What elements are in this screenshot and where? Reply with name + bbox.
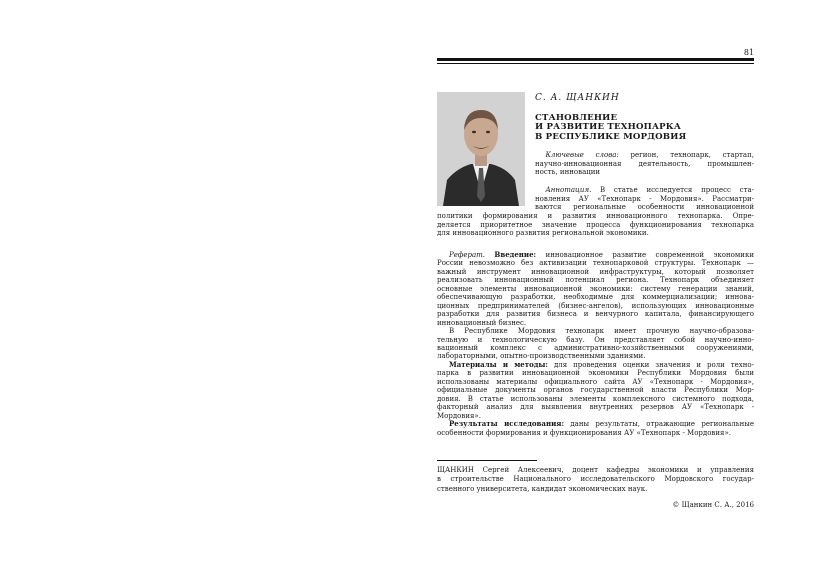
- footnote-line: ственного университета, кандидат экономических наук.: [437, 484, 648, 493]
- annotation-block-continued: [437, 212, 754, 238]
- annotation-line: новления АУ «Технопарк - Мордовия». Рассматри-: [535, 194, 754, 203]
- title-line: СТАНОВЛЕНИЕ: [535, 113, 618, 123]
- body-line: парка в развитии инновационной экономики Республики Мордовия были: [437, 369, 754, 378]
- header-rule-thin: [437, 63, 754, 64]
- footnote-line: в строительстве Национального исследовательского Мордовского государ-: [437, 475, 754, 484]
- keywords-line: ность, инновации: [535, 168, 601, 177]
- body-line: особенности формирования и функционирования АУ «Технопарк - Мордовия».: [437, 428, 731, 437]
- body-line: разработки для развития бизнеса и венчурного капитала, финансирующего: [437, 310, 754, 319]
- header-rule-thick: [437, 58, 754, 61]
- body-line: Результаты исследования: даны результаты, отражающие региональные: [449, 420, 754, 429]
- copyright: © Щанкин С. А., 2016: [672, 501, 754, 509]
- methods-label: Материалы и методы:: [449, 360, 549, 369]
- author-name: С. А. ЩАНКИН: [535, 93, 620, 103]
- keywords-label: Ключевые слова:: [545, 151, 619, 159]
- body-line: официальные документы органов государственной власти Республики Мор-: [437, 386, 754, 395]
- body-line: лабораторными, опытно-производственными зданиями.: [437, 352, 646, 361]
- body-line: Материалы и методы: для проведения оценки значения и роли техно-: [449, 360, 754, 369]
- referat-label: Реферат.: [449, 251, 485, 259]
- annotation-label: Аннотация.: [545, 186, 592, 194]
- body-line: Мордовия».: [437, 411, 481, 420]
- body-line: тельную и технологическую базу. Он представляет собой научно-инно-: [437, 335, 754, 344]
- body-line: России невозможно без активизации технопарковой структуры. Технопарк —: [437, 259, 754, 268]
- results-label: Результаты исследования:: [449, 420, 565, 429]
- intro-label: Введение:: [494, 251, 537, 259]
- article-title: [535, 114, 686, 142]
- keywords-line: научно-инновационная деятельность, промышлен-: [535, 159, 754, 168]
- title-line: В РЕСПУБЛИКЕ МОРДОВИЯ: [535, 131, 687, 142]
- body-line: инновационный бизнес.: [437, 318, 527, 327]
- annotation-block: [535, 186, 754, 212]
- keywords-line: Ключевые слова: регион, технопарк, стартап,: [545, 151, 754, 159]
- body-line: довия. В статье использованы элементы комплексного системного подхода,: [437, 394, 754, 403]
- page-number: 81: [743, 48, 754, 57]
- annotation-line: деляется приоритетное значение процесса функционирования технопарка: [437, 220, 754, 229]
- annotation-line: политики формирования и развития инновационного технопарка. Опре-: [437, 212, 754, 220]
- body-line: факторный анализ для выявления внутренних резервов АУ «Технопарк -: [437, 403, 754, 412]
- annotation-line: для инновационного развития региональной экономики.: [437, 229, 649, 238]
- body-line: Реферат. Введение: инновационное развитие современной экономики: [449, 251, 754, 259]
- journal-page: [437, 48, 754, 578]
- body-line: вационный комплекс с административно-хозяйственными сооружениями,: [437, 343, 754, 352]
- title-line: И РАЗВИТИЕ ТЕХНОПАРКА: [535, 122, 682, 133]
- author-footnote: [437, 466, 754, 494]
- author-photo: [437, 92, 525, 206]
- body-line: обеспечивающую разработки, необходимые для коммерциализации; иннова-: [437, 293, 754, 302]
- footnote-rule: [437, 460, 537, 461]
- body-line: В Республике Мордовия технопарк имеет прочную научно-образова-: [449, 327, 754, 336]
- annotation-line: Аннотация. В статье исследуется процесс ста-: [545, 186, 754, 194]
- keywords-block: [535, 151, 754, 177]
- body-line: основные элементы инновационной экономики: систему генерации знаний,: [437, 284, 754, 293]
- footnote-line: ЩАНКИН Сергей Алексеевич, доцент кафедры экономики и управления: [437, 466, 754, 474]
- body-line: реализовать инновационный потенциал региона. Технопарк объединяет: [437, 276, 754, 285]
- annotation-line: ваются региональные особенности инновационной: [535, 203, 754, 212]
- article-body: [437, 251, 754, 437]
- body-line: важный инструмент инновационной инфраструктуры, который позволяет: [437, 267, 754, 276]
- body-line: ционных предпринимателей (бизнес-ангелов), использующих инновационные: [437, 301, 754, 310]
- author-photo-illustration: [437, 92, 525, 206]
- body-line: использованы материалы официального сайта АУ «Технопарк - Мордовия»,: [437, 377, 754, 386]
